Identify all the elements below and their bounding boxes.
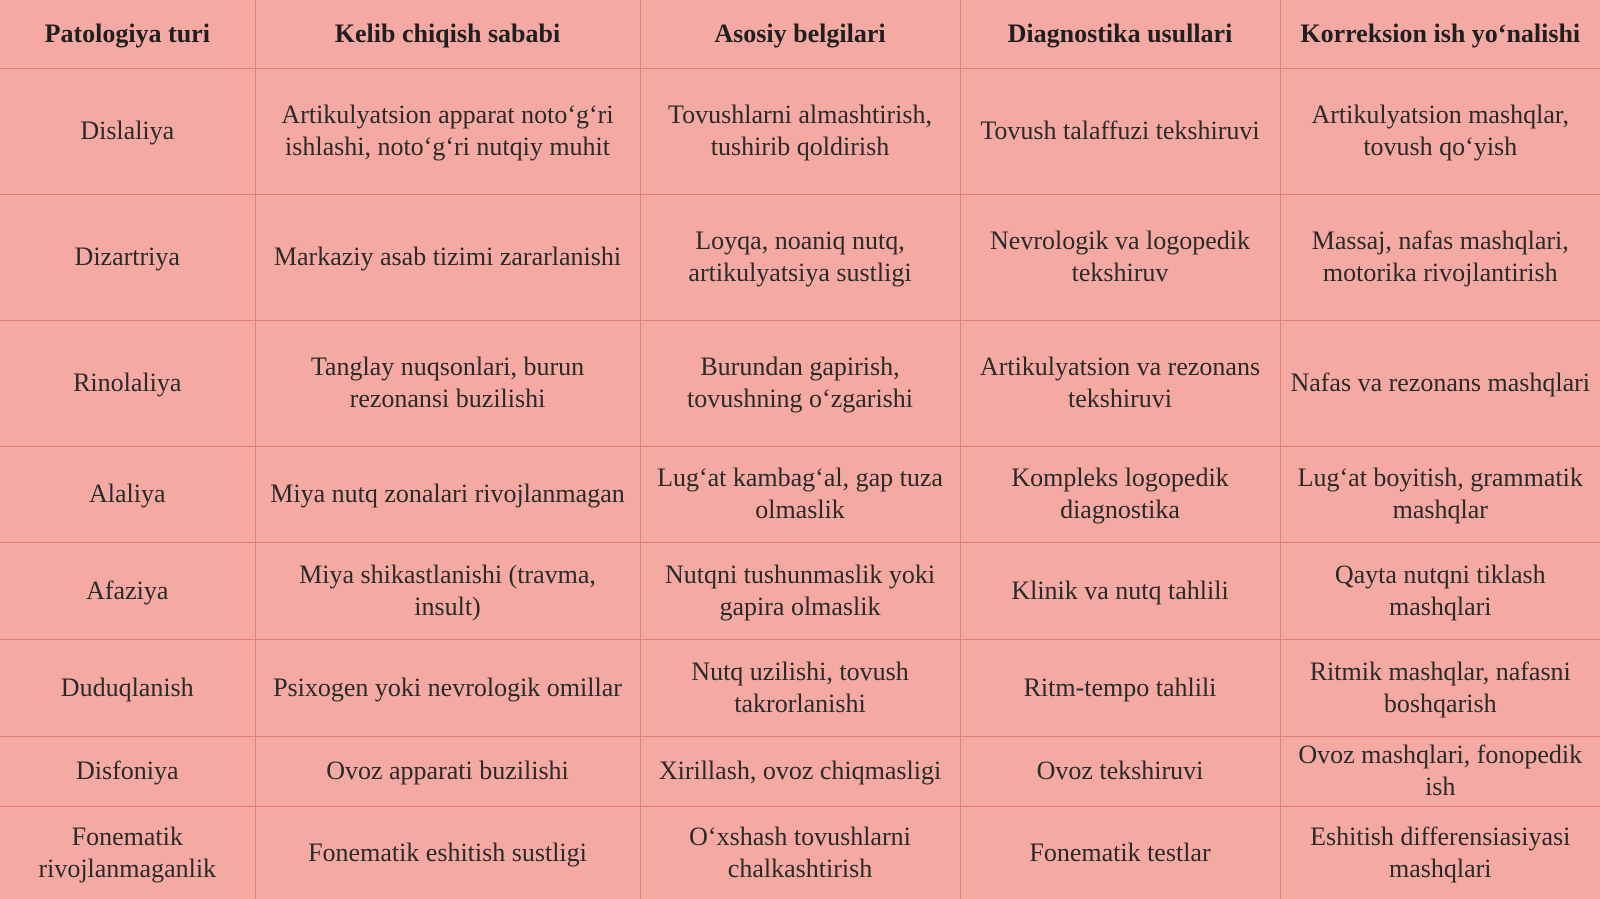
table-cell: Fonematik testlar <box>960 806 1280 899</box>
table-cell: Artikulyatsion apparat noto‘g‘ri ishlashi, noto‘g‘ri nutqiy muhit <box>255 68 640 194</box>
table-cell: Ovoz tekshiruvi <box>960 736 1280 806</box>
table-cell: Loyqa, noaniq nutq, artikulyatsiya sustligi <box>640 194 960 320</box>
table-cell: Nutqni tushunmaslik yoki gapira olmaslik <box>640 542 960 639</box>
table-cell: Eshitish differensiasiyasi mashqlari <box>1280 806 1600 899</box>
table-cell: Ovoz apparati buzilishi <box>255 736 640 806</box>
table-cell: Nutq uzilishi, tovush takrorlanishi <box>640 639 960 736</box>
table-cell: Burundan gapirish, tovushning o‘zgarishi <box>640 320 960 446</box>
table-cell: Miya nutq zonalari rivojlanmagan <box>255 446 640 542</box>
table-cell: Nevrologik va logopedik tekshiruv <box>960 194 1280 320</box>
table-cell: Nafas va rezonans mashqlari <box>1280 320 1600 446</box>
table-cell: Rinolaliya <box>0 320 255 446</box>
table-cell: Disfoniya <box>0 736 255 806</box>
table-cell: Artikulyatsion va rezonans tekshiruvi <box>960 320 1280 446</box>
table-cell: Alaliya <box>0 446 255 542</box>
table-cell: Afaziya <box>0 542 255 639</box>
table-cell: O‘xshash tovushlarni chalkashtirish <box>640 806 960 899</box>
header-cell-cause: Kelib chiqish sababi <box>255 0 640 68</box>
table-row <box>0 736 1600 806</box>
table-cell: Ritm-tempo tahlili <box>960 639 1280 736</box>
table-cell: Massaj, nafas mashqlari, motorika rivojlantirish <box>1280 194 1600 320</box>
table-cell: Ovoz mashqlari, fonopedik ish <box>1280 736 1600 806</box>
table-cell: Fonematik rivojlanmaganlik <box>0 806 255 899</box>
table-cell: Kompleks logopedik diagnostika <box>960 446 1280 542</box>
table-cell: Fonematik eshitish sustligi <box>255 806 640 899</box>
table-cell: Duduqlanish <box>0 639 255 736</box>
header-cell-diagnostic-methods: Diagnostika usullari <box>960 0 1280 68</box>
table-row <box>0 68 1600 194</box>
table-cell: Qayta nutqni tiklash mashqlari <box>1280 542 1600 639</box>
header-row <box>0 0 1600 68</box>
table-cell: Lug‘at kambag‘al, gap tuza olmaslik <box>640 446 960 542</box>
table-cell: Lug‘at boyitish, grammatik mashqlar <box>1280 446 1600 542</box>
table-row <box>0 542 1600 639</box>
header-cell-correction-direction: Korreksion ish yo‘nalishi <box>1280 0 1600 68</box>
table-row <box>0 194 1600 320</box>
table-cell: Psixogen yoki nevrologik omillar <box>255 639 640 736</box>
table-cell: Tanglay nuqsonlari, burun rezonansi buzilishi <box>255 320 640 446</box>
header-cell-main-signs: Asosiy belgilari <box>640 0 960 68</box>
table-cell: Markaziy asab tizimi zararlanishi <box>255 194 640 320</box>
table-cell: Artikulyatsion mashqlar, tovush qo‘yish <box>1280 68 1600 194</box>
table-row <box>0 446 1600 542</box>
table-cell: Dizartriya <box>0 194 255 320</box>
table-cell: Miya shikastlanishi (travma, insult) <box>255 542 640 639</box>
table-row <box>0 639 1600 736</box>
table-cell: Klinik va nutq tahlili <box>960 542 1280 639</box>
table-cell: Ritmik mashqlar, nafasni boshqarish <box>1280 639 1600 736</box>
table-cell: Dislaliya <box>0 68 255 194</box>
table-row <box>0 320 1600 446</box>
table-row <box>0 806 1600 899</box>
header-cell-pathology-type: Patologiya turi <box>0 0 255 68</box>
table-cell: Xirillash, ovoz chiqmasligi <box>640 736 960 806</box>
table-cell: Tovush talaffuzi tekshiruvi <box>960 68 1280 194</box>
table-cell: Tovushlarni almashtirish, tushirib qoldirish <box>640 68 960 194</box>
